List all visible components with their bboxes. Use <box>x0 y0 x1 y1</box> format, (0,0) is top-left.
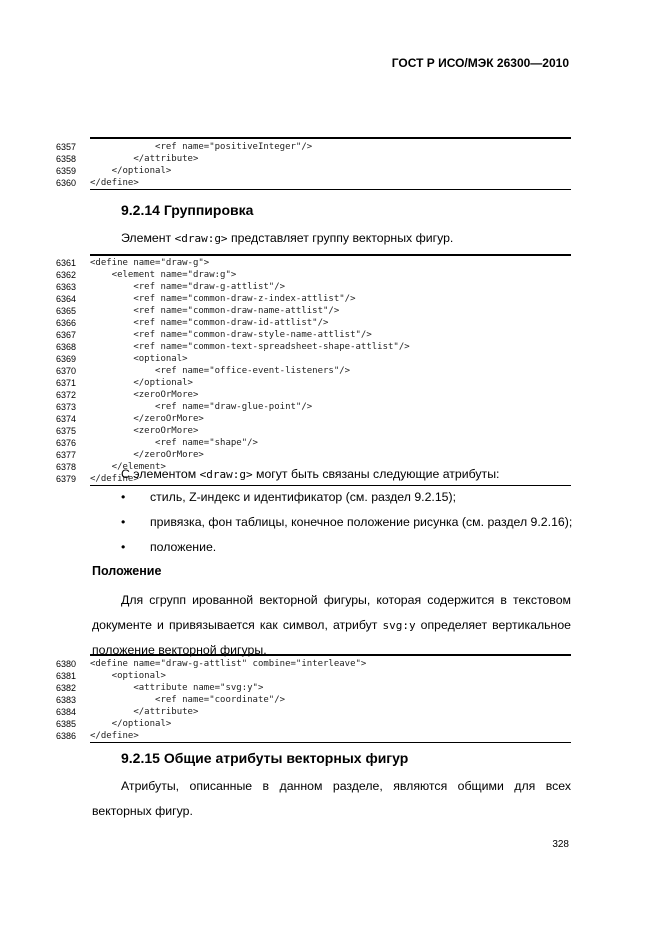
section-9-2-14-title: 9.2.14 Группировка <box>121 202 254 218</box>
section-9-2-15-title: 9.2.15 Общие атрибуты векторных фигур <box>121 750 409 766</box>
code-text: <ref name="common-text-spreadsheet-shape-attlist"/> <box>90 342 410 352</box>
list-item <box>121 535 581 560</box>
bullet-icon: • <box>121 490 126 504</box>
code-line <box>56 293 571 305</box>
code-line <box>56 706 571 718</box>
line-number: 6366 <box>56 318 77 328</box>
position-text-part1: Для сгрупп ированной векторной фигуры, которая содержится в текстовом документе и привязывается как символ, атрибут <box>92 593 571 632</box>
code-line <box>56 437 571 449</box>
code-line <box>56 141 571 153</box>
code-text: </attribute> <box>90 707 199 717</box>
line-number: 6381 <box>56 671 77 681</box>
code-line <box>56 341 571 353</box>
code-line <box>56 365 571 377</box>
code-text: </define> <box>90 731 139 741</box>
list-item <box>121 485 581 510</box>
code-text: <ref name="common-draw-name-attlist"/> <box>90 306 340 316</box>
code-line <box>56 670 571 682</box>
intro-prefix: Элемент <box>121 231 175 245</box>
code-text: <ref name="common-draw-style-name-attlist"/> <box>90 330 372 340</box>
bullet-icon: • <box>121 540 126 554</box>
code-text: <zeroOrMore> <box>90 426 199 436</box>
code-text: <element name="draw:g"> <box>90 270 237 280</box>
code-line <box>56 401 571 413</box>
code-text: <ref name="common-draw-id-attlist"/> <box>90 318 329 328</box>
attributes-list <box>121 485 581 560</box>
line-number: 6379 <box>56 474 77 484</box>
code-line <box>56 389 571 401</box>
code-line <box>56 305 571 317</box>
attributes-suffix: могут быть связаны следующие атрибуты: <box>252 467 500 481</box>
code-line <box>56 730 571 742</box>
code-line <box>56 377 571 389</box>
line-number: 6376 <box>56 438 77 448</box>
line-number: 6385 <box>56 719 77 729</box>
position-code: svg:y <box>382 619 416 632</box>
page-number: 328 <box>552 839 569 850</box>
line-number: 6383 <box>56 695 77 705</box>
line-number: 6373 <box>56 402 77 412</box>
code-text: </define> <box>90 474 139 484</box>
code-line <box>56 658 571 670</box>
line-number: 6384 <box>56 707 77 717</box>
line-number: 6371 <box>56 378 77 388</box>
code-line <box>56 153 571 165</box>
line-number: 6374 <box>56 414 77 424</box>
intro-code: <draw:g> <box>174 232 228 245</box>
code-text: <ref name="office-event-listeners"/> <box>90 366 351 376</box>
line-number: 6368 <box>56 342 77 352</box>
code-text: <ref name="common-draw-z-index-attlist"/> <box>90 294 356 304</box>
code-text: <define name="draw-g"> <box>90 258 210 268</box>
code-line <box>56 682 571 694</box>
code-text: </zeroOrMore> <box>90 414 204 424</box>
line-number: 6369 <box>56 354 77 364</box>
position-text-part2: определяет вертикальное положение векторной фигуры. <box>92 618 572 657</box>
code-line <box>56 281 571 293</box>
code-text: <ref name="positiveInteger"/> <box>90 142 313 152</box>
list-item <box>121 510 581 535</box>
code-block-2 <box>56 254 571 486</box>
code-text: </optional> <box>90 719 172 729</box>
line-number: 6365 <box>56 306 77 316</box>
list-item-text: положение. <box>150 540 217 554</box>
document-header: ГОСТ Р ИСО/МЭК 26300—2010 <box>391 56 569 70</box>
bullet-icon: • <box>121 515 126 529</box>
line-number: 6361 <box>56 258 77 268</box>
attributes-prefix: С элементом <box>121 467 200 481</box>
code-rule-bottom <box>90 189 571 190</box>
line-number: 6359 <box>56 166 77 176</box>
code-text: <ref name="draw-glue-point"/> <box>90 402 313 412</box>
attributes-intro <box>92 462 571 487</box>
code-text: <ref name="shape"/> <box>90 438 258 448</box>
code-text: </optional> <box>90 166 172 176</box>
code-text: <ref name="draw-g-attlist"/> <box>90 282 286 292</box>
list-item-text: стиль, Z-индекс и идентификатор (см. раздел 9.2.15); <box>150 490 457 504</box>
code-line <box>56 413 571 425</box>
line-number: 6372 <box>56 390 77 400</box>
code-rule-bottom <box>90 742 571 743</box>
line-number: 6375 <box>56 426 77 436</box>
position-section-text <box>92 588 571 663</box>
code-line <box>56 257 571 269</box>
code-line <box>56 694 571 706</box>
line-number: 6382 <box>56 683 77 693</box>
line-number: 6362 <box>56 270 77 280</box>
code-text: </optional> <box>90 378 193 388</box>
position-section-title: Положение <box>92 564 162 578</box>
code-text: <attribute name="svg:y"> <box>90 683 264 693</box>
code-text: </element> <box>90 462 166 472</box>
code-line <box>56 449 571 461</box>
code-text: </attribute> <box>90 154 199 164</box>
attributes-code: <draw:g> <box>199 468 253 481</box>
line-number: 6377 <box>56 450 77 460</box>
code-text: <define name="draw-g-attlist" combine="interleave"> <box>90 659 367 669</box>
code-text: <zeroOrMore> <box>90 390 199 400</box>
line-number: 6386 <box>56 731 77 741</box>
code-text: </zeroOrMore> <box>90 450 204 460</box>
line-number: 6367 <box>56 330 77 340</box>
line-number: 6357 <box>56 142 77 152</box>
list-item-text: привязка, фон таблицы, конечное положение рисунка (см. раздел 9.2.16); <box>150 515 573 529</box>
section-9-2-15-text: Атрибуты, описанные в данном разделе, являются общими для всех векторных фигур. <box>92 779 571 818</box>
section-9-2-14-intro <box>92 226 571 251</box>
line-number: 6370 <box>56 366 77 376</box>
line-number: 6378 <box>56 462 77 472</box>
code-line <box>56 353 571 365</box>
code-line <box>56 317 571 329</box>
line-number: 6360 <box>56 178 77 188</box>
code-line <box>56 269 571 281</box>
code-text: <optional> <box>90 354 188 364</box>
code-line <box>56 165 571 177</box>
code-block-3 <box>56 654 571 743</box>
code-line <box>56 425 571 437</box>
line-number: 6380 <box>56 659 77 669</box>
code-text: <ref name="coordinate"/> <box>90 695 286 705</box>
intro-suffix: представляет группу векторных фигур. <box>227 231 454 245</box>
line-number: 6358 <box>56 154 77 164</box>
code-line <box>56 329 571 341</box>
code-line <box>56 718 571 730</box>
code-block-1 <box>56 137 571 190</box>
code-line <box>56 177 571 189</box>
line-number: 6364 <box>56 294 77 304</box>
line-number: 6363 <box>56 282 77 292</box>
code-text: <optional> <box>90 671 166 681</box>
code-text: </define> <box>90 178 139 188</box>
